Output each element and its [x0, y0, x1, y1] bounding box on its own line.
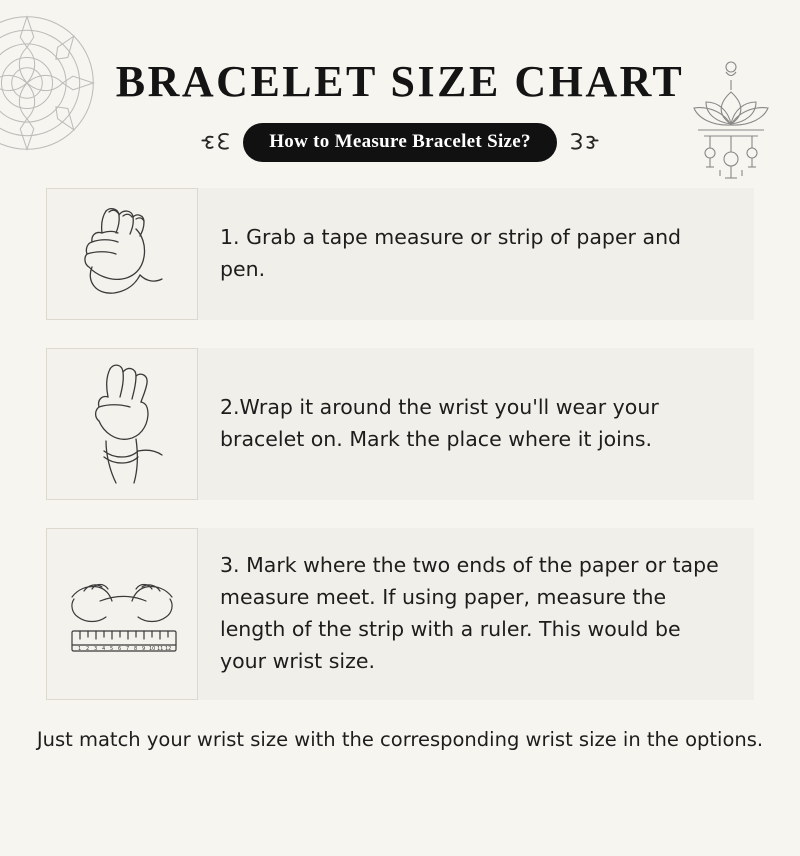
- step-text: 2.Wrap it around the wrist you'll wear your bracelet on. Mark the place where it joins.: [220, 395, 659, 451]
- hand-wrist-wrapped-tape-icon: [46, 348, 198, 500]
- subtitle-pill: How to Measure Bracelet Size?: [243, 123, 557, 162]
- step-text: 3. Mark where the two ends of the paper or tape measure meet. If using paper, measure the length of the strip with a ruler. This would be your wrist size.: [220, 553, 719, 673]
- svg-text:6: 6: [118, 646, 122, 652]
- svg-text:12: 12: [165, 646, 172, 652]
- step-item: [46, 528, 754, 700]
- hands-measuring-strip-with-ruler-icon: [46, 528, 198, 700]
- steps-list: [0, 188, 800, 700]
- hand-fist-with-tape-icon: [46, 188, 198, 320]
- flourish-left-icon: [199, 130, 233, 156]
- svg-text:11: 11: [157, 646, 164, 652]
- svg-text:8: 8: [134, 646, 138, 652]
- subtitle-row: [0, 123, 800, 162]
- footer-note: Just match your wrist size with the corresponding wrist size in the options.: [36, 728, 764, 751]
- svg-text:4: 4: [102, 646, 106, 652]
- step-item: [46, 188, 754, 320]
- svg-text:3: 3: [94, 646, 98, 652]
- step-item: [46, 348, 754, 500]
- svg-text:2: 2: [86, 646, 90, 652]
- page-title: BRACELET SIZE CHART: [115, 57, 685, 106]
- step-text: 1. Grab a tape measure or strip of paper and pen.: [220, 225, 682, 281]
- svg-text:9: 9: [142, 646, 146, 652]
- flourish-right-icon: [567, 130, 601, 156]
- svg-text:1: 1: [78, 646, 82, 652]
- svg-text:7: 7: [126, 646, 130, 652]
- svg-text:10: 10: [149, 646, 156, 652]
- svg-text:5: 5: [110, 646, 114, 652]
